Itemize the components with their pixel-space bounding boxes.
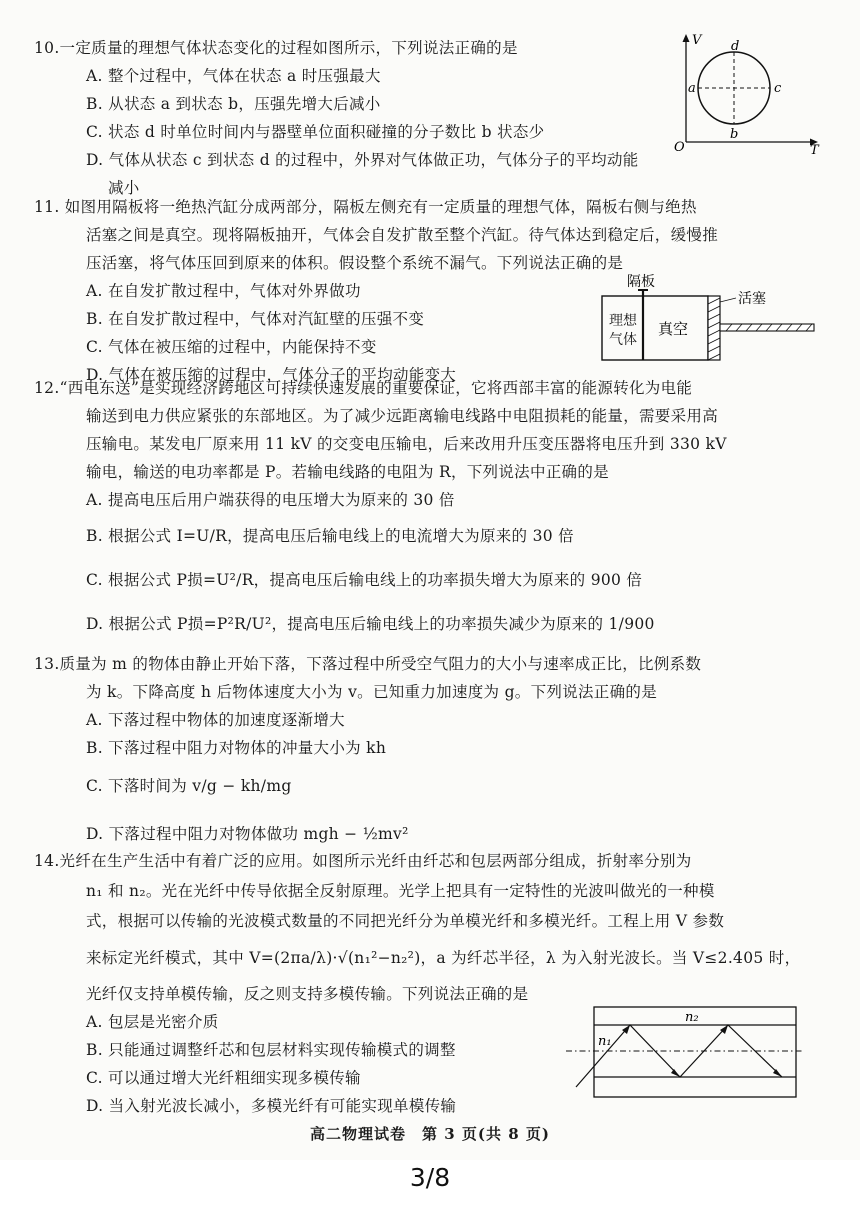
- question-stem-line: 活塞之间是真空。现将隔板抽开，气体会自发扩散至整个汽缸。待气体达到稳定后，缓慢推: [86, 226, 719, 244]
- page-number: 3/8: [409, 1163, 451, 1192]
- question-stem-line: 式，根据可以传输的光波模式数量的不同把光纤分为单模光纤和多模光纤。工程上用 V 参数: [86, 912, 725, 930]
- origin-label: O: [674, 140, 685, 155]
- option-d: D. 气体在被压缩的过程中，气体分子的平均动能变大: [86, 366, 457, 384]
- question-stem-line: 为 k。下降高度 h 后物体速度大小为 v。已知重力加速度为 g。下列说法正确的是: [86, 683, 657, 701]
- question-stem-line: 11. 如图用隔板将一绝热汽缸分成两部分，隔板左侧充有一定质量的理想气体，隔板右侧与绝热: [34, 198, 697, 216]
- question-stem-line: 13.质量为 m 的物体由静止开始下落，下落过程中所受空气阻力的大小与速率成正比，比例系数: [34, 655, 702, 673]
- point-c-label: c: [774, 81, 782, 96]
- piston-label: 活塞: [738, 291, 766, 307]
- vt-diagram: [672, 30, 822, 155]
- option-d: D. 根据公式 P损=P²R/U²，提高电压后输电线上的功率损失减少为原来的 1/900: [86, 615, 655, 633]
- option-d: D. 气体从状态 c 到状态 d 的过程中，外界对气体做正功，气体分子的平均动能: [86, 151, 639, 169]
- question-stem-line: 来标定光纤模式，其中 V=(2πa/λ)·√(n₁²−n₂²)，a 为纤芯半径，λ 为入射光波长。当 V≤2.405 时，: [86, 949, 801, 967]
- option-c: C. 可以通过增大光纤粗细实现多模传输: [86, 1069, 361, 1087]
- option-c: C. 状态 d 时单位时间内与器壁单位面积碰撞的分子数比 b 状态少: [86, 123, 545, 141]
- question-stem-line: 12.“西电东送”是实现经济跨地区可持续快速发展的重要保证，它将西部丰富的能源转化为电能: [34, 379, 693, 397]
- cylinder-diagram: [596, 272, 826, 368]
- option-b: B. 根据公式 I=U/R，提高电压后输电线上的电流增大为原来的 30 倍: [86, 527, 574, 545]
- question-stem-line: 压活塞，将气体压回到原来的体积。假设整个系统不漏气。下列说法正确的是: [86, 254, 624, 272]
- vacuum-label: 真空: [658, 320, 689, 338]
- n2-label: n₂: [685, 1010, 699, 1025]
- point-b-label: b: [730, 127, 739, 142]
- gas-label: 理想气体: [609, 313, 637, 348]
- question-stem-line: 输送到电力供应紧张的东部地区。为了减少远距离输电线路中电阻损耗的能量，需要采用高: [86, 407, 719, 425]
- question-stem-line: 光纤仅支持单模传输，反之则支持多模传输。下列说法正确的是: [86, 985, 529, 1003]
- option-d: D. 当入射光波长减小，多模光纤有可能实现单模传输: [86, 1097, 457, 1115]
- option-a: A. 提高电压后用户端获得的电压增大为原来的 30 倍: [86, 491, 455, 509]
- question-stem-line: 压输电。某发电厂原来用 11 kV 的交变电压输电，后来改用升压变压器将电压升到 330 kV: [86, 435, 727, 453]
- option-a: A. 下落过程中物体的加速度逐渐增大: [86, 711, 345, 729]
- option-b: B. 从状态 a 到状态 b，压强先增大后减小: [86, 95, 381, 113]
- option-a: A. 整个过程中，气体在状态 a 时压强最大: [86, 67, 381, 85]
- question-stem-line: 14.光纤在生产生活中有着广泛的应用。如图所示光纤由纤芯和包层两部分组成，折射率分别为: [34, 852, 692, 870]
- option-c: C. 气体在被压缩的过程中，内能保持不变: [86, 338, 377, 356]
- question-stem-line: n₁ 和 n₂。光在光纤中传导依据全反射原理。光学上把具有一定特性的光波叫做光的一种模: [86, 882, 715, 900]
- page-footer: 高二物理试卷 第 3 页(共 8 页): [310, 1125, 550, 1143]
- option-d: D. 下落过程中阻力对物体做功 mgh − ½mv²: [86, 825, 409, 843]
- option-a: A. 在自发扩散过程中，气体对外界做功: [86, 282, 361, 300]
- option-c: C. 下落时间为 v/g − kh/mg: [86, 777, 292, 795]
- option-a: A. 包层是光密介质: [86, 1013, 219, 1031]
- n1-label: n₁: [598, 1034, 612, 1049]
- question-stem: 10.一定质量的理想气体状态变化的过程如图所示，下列说法正确的是: [34, 39, 518, 57]
- option-b: B. 下落过程中阻力对物体的冲量大小为 kh: [86, 739, 387, 757]
- option-b: B. 只能通过调整纤芯和包层材料实现传输模式的调整: [86, 1041, 456, 1059]
- option-b: B. 在自发扩散过程中，气体对汽缸壁的压强不变: [86, 310, 425, 328]
- partition-label: 隔板: [627, 274, 655, 290]
- question-13: [34, 650, 824, 858]
- question-stem-line: 输电，输送的电功率都是 P。若输电线路的电阻为 R，下列说法中正确的是: [86, 463, 609, 481]
- optical-fiber-diagram: [560, 1003, 810, 1107]
- option-d-continued: 减小: [108, 179, 140, 197]
- axis-v-label: V: [692, 33, 702, 48]
- point-a-label: a: [688, 81, 696, 96]
- question-10: [34, 34, 674, 202]
- point-d-label: d: [731, 39, 740, 54]
- option-c: C. 根据公式 P损=U²/R，提高电压后输电线上的功率损失增大为原来的 900 倍: [86, 571, 643, 589]
- axis-t-label: T: [810, 143, 819, 155]
- question-12: [34, 374, 824, 646]
